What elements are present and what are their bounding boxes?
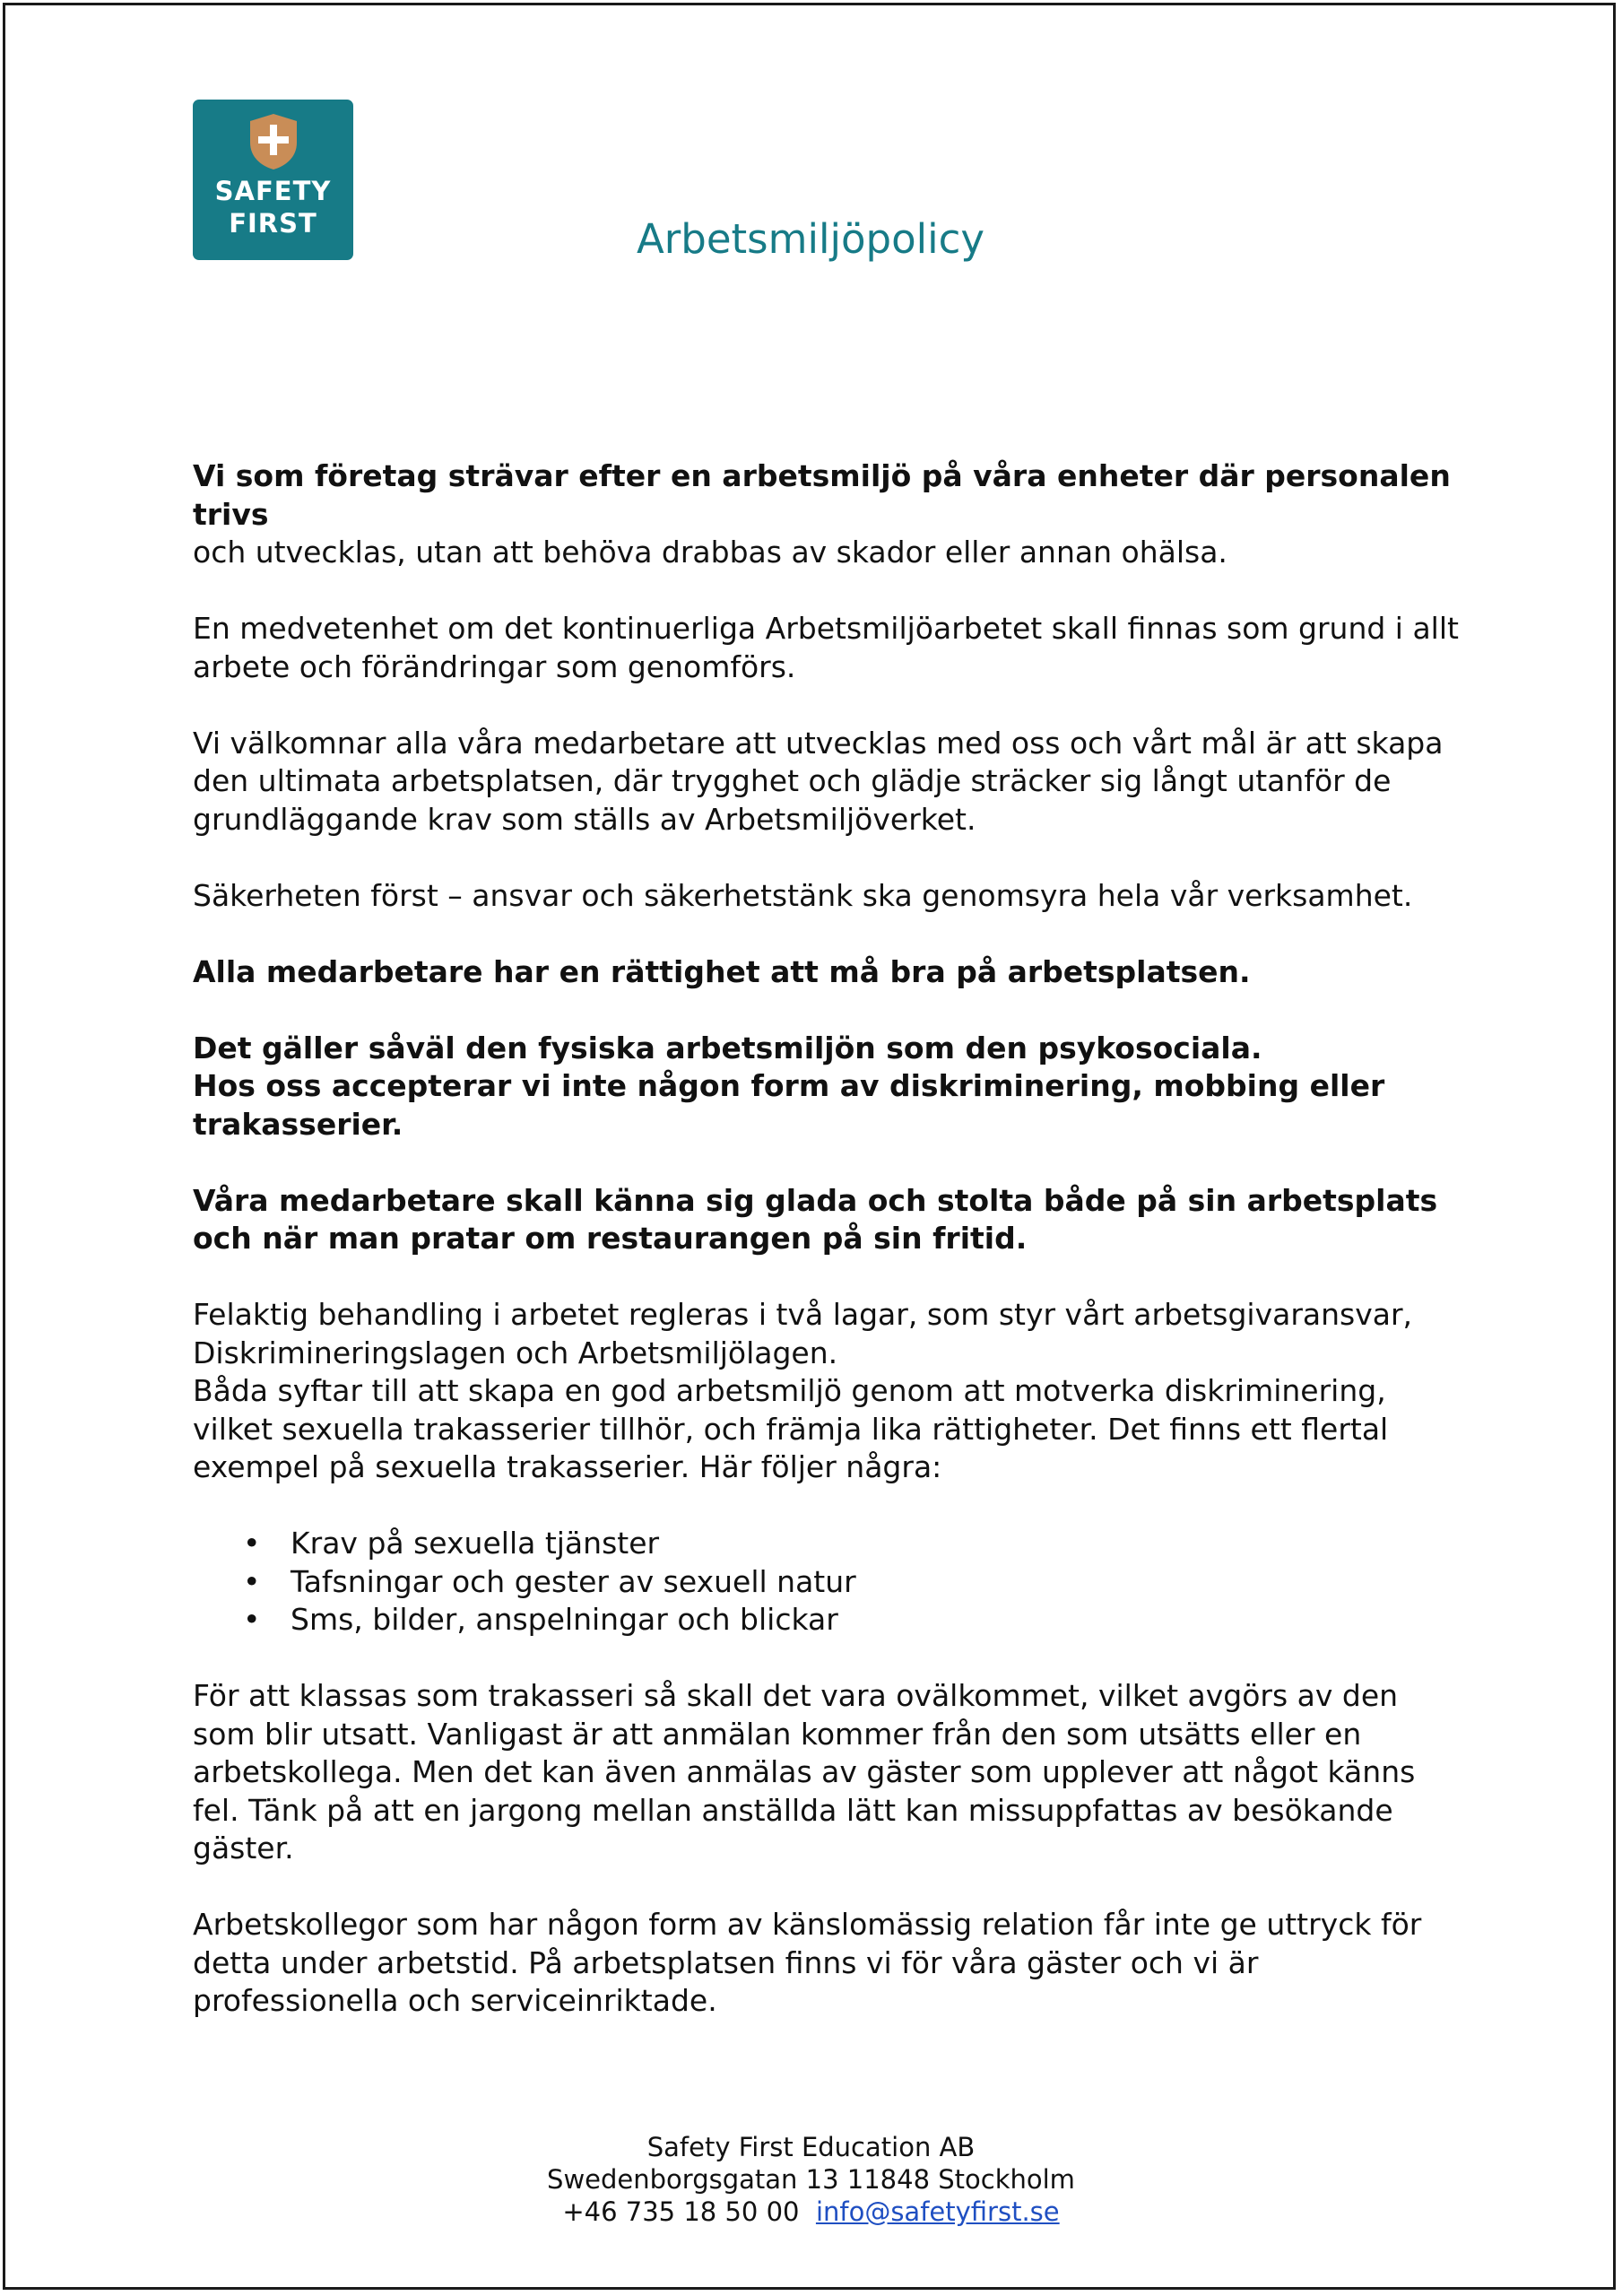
paragraph-unwelcome: För att klassas som trakasseri så skall det vara ovälkommet, vilket avgörs av den som blir utsatt. Vanligast är att anmälan kommer från den som utsätts eller en arbetskollega. Men det kan även anmälas av gäster som upplever att något känns fel. Tänk på att en jargong mellan anställda lätt kan missuppfattas av besökande gäster. bbox=[193, 1678, 1416, 1866]
list-item-text: Krav på sexuella tjänster bbox=[291, 1526, 660, 1561]
list-item-text: Tafsningar och gester av sexuell natur bbox=[291, 1563, 856, 1599]
intro-rest: och utvecklas, utan att behöva drabbas av skador eller annan ohälsa. bbox=[193, 535, 1227, 570]
bullet-icon: • bbox=[243, 1602, 261, 1637]
paragraph-physical-psychosocial: Det gäller såväl den fysiska arbetsmiljön som den psykosociala. bbox=[193, 1030, 1262, 1065]
paragraph-no-discrimination: Hos oss accepterar vi inte någon form av diskriminering, mobbing eller trakasserier. bbox=[193, 1068, 1385, 1142]
footer-email-link[interactable]: info@safetyfirst.se bbox=[815, 2196, 1060, 2227]
paragraph-awareness: En medvetenhet om det kontinuerliga Arbetsmiljöarbetet skall finnas som grund i allt arbete och förändringar som genomförs. bbox=[193, 611, 1459, 684]
shield-plus-icon bbox=[247, 112, 300, 171]
logo-text-line2: FIRST bbox=[229, 208, 317, 239]
paragraph-proud-staff: Våra medarbetare skall känna sig glada och stolta både på sin arbetsplats och när man pratar om restaurangen på sin fritid. bbox=[193, 1182, 1438, 1256]
plus-horizontal bbox=[258, 136, 289, 144]
footer-address: Swedenborgsgatan 13 11848 Stockholm bbox=[547, 2164, 1075, 2195]
harassment-examples-list bbox=[193, 1525, 1466, 1639]
footer-company: Safety First Education AB bbox=[646, 2132, 976, 2162]
paragraph-safety-first: Säkerheten först – ansvar och säkerhetstänk ska genomsyra hela vår verksamhet. bbox=[193, 877, 1413, 913]
list-item bbox=[193, 1563, 1466, 1602]
bullet-icon: • bbox=[243, 1563, 261, 1599]
logo-text-line1: SAFETY bbox=[214, 176, 332, 206]
document-title: Arbetsmiljöpolicy bbox=[637, 215, 984, 263]
page-footer bbox=[359, 2131, 1263, 2228]
footer-phone: +46 735 18 50 00 bbox=[562, 2196, 800, 2227]
list-item bbox=[193, 1601, 1466, 1639]
safety-first-logo bbox=[193, 100, 353, 260]
paragraph-relationships: Arbetskollegor som har någon form av känslomässig relation får inte ge uttryck för detta under arbetstid. På arbetsplatsen finns vi för våra gäster och vi är professionella och serviceinriktade. bbox=[193, 1907, 1422, 2018]
intro-bold-line: Vi som företag strävar efter en arbetsmiljö på våra enheter där personalen trivs bbox=[193, 458, 1451, 532]
footer-contact bbox=[359, 2196, 1263, 2228]
list-item-text: Sms, bilder, anspelningar och blickar bbox=[291, 1602, 838, 1637]
paragraph-laws: Felaktig behandling i arbetet regleras i två lagar, som styr vårt arbetsgivaransvar, Diskrimineringslagen och Arbetsmiljölagen. bbox=[193, 1297, 1413, 1370]
list-item bbox=[193, 1525, 1466, 1563]
paragraph-wellbeing: Alla medarbetare har en rättighet att må bra på arbetsplatsen. bbox=[193, 953, 1251, 989]
paragraph-welcome: Vi välkomnar alla våra medarbetare att utvecklas med oss och vårt mål är att skapa den ultimata arbetsplatsen, där trygghet och glädje sträcker sig långt utanför de grundläggande krav som ställs av Arbetsmiljöverket. bbox=[193, 725, 1444, 837]
document-body bbox=[193, 457, 1466, 2058]
intro-paragraph bbox=[193, 457, 1466, 572]
paragraph-examples-intro: Båda syftar till att skapa en god arbetsmiljö genom att motverka diskriminering, vilket sexuella trakasserier tillhör, och främja lika rättigheter. Det finns ett flertal exempel på sexuella trakasserier. Här följer några: bbox=[193, 1373, 1389, 1484]
bullet-icon: • bbox=[243, 1526, 261, 1561]
